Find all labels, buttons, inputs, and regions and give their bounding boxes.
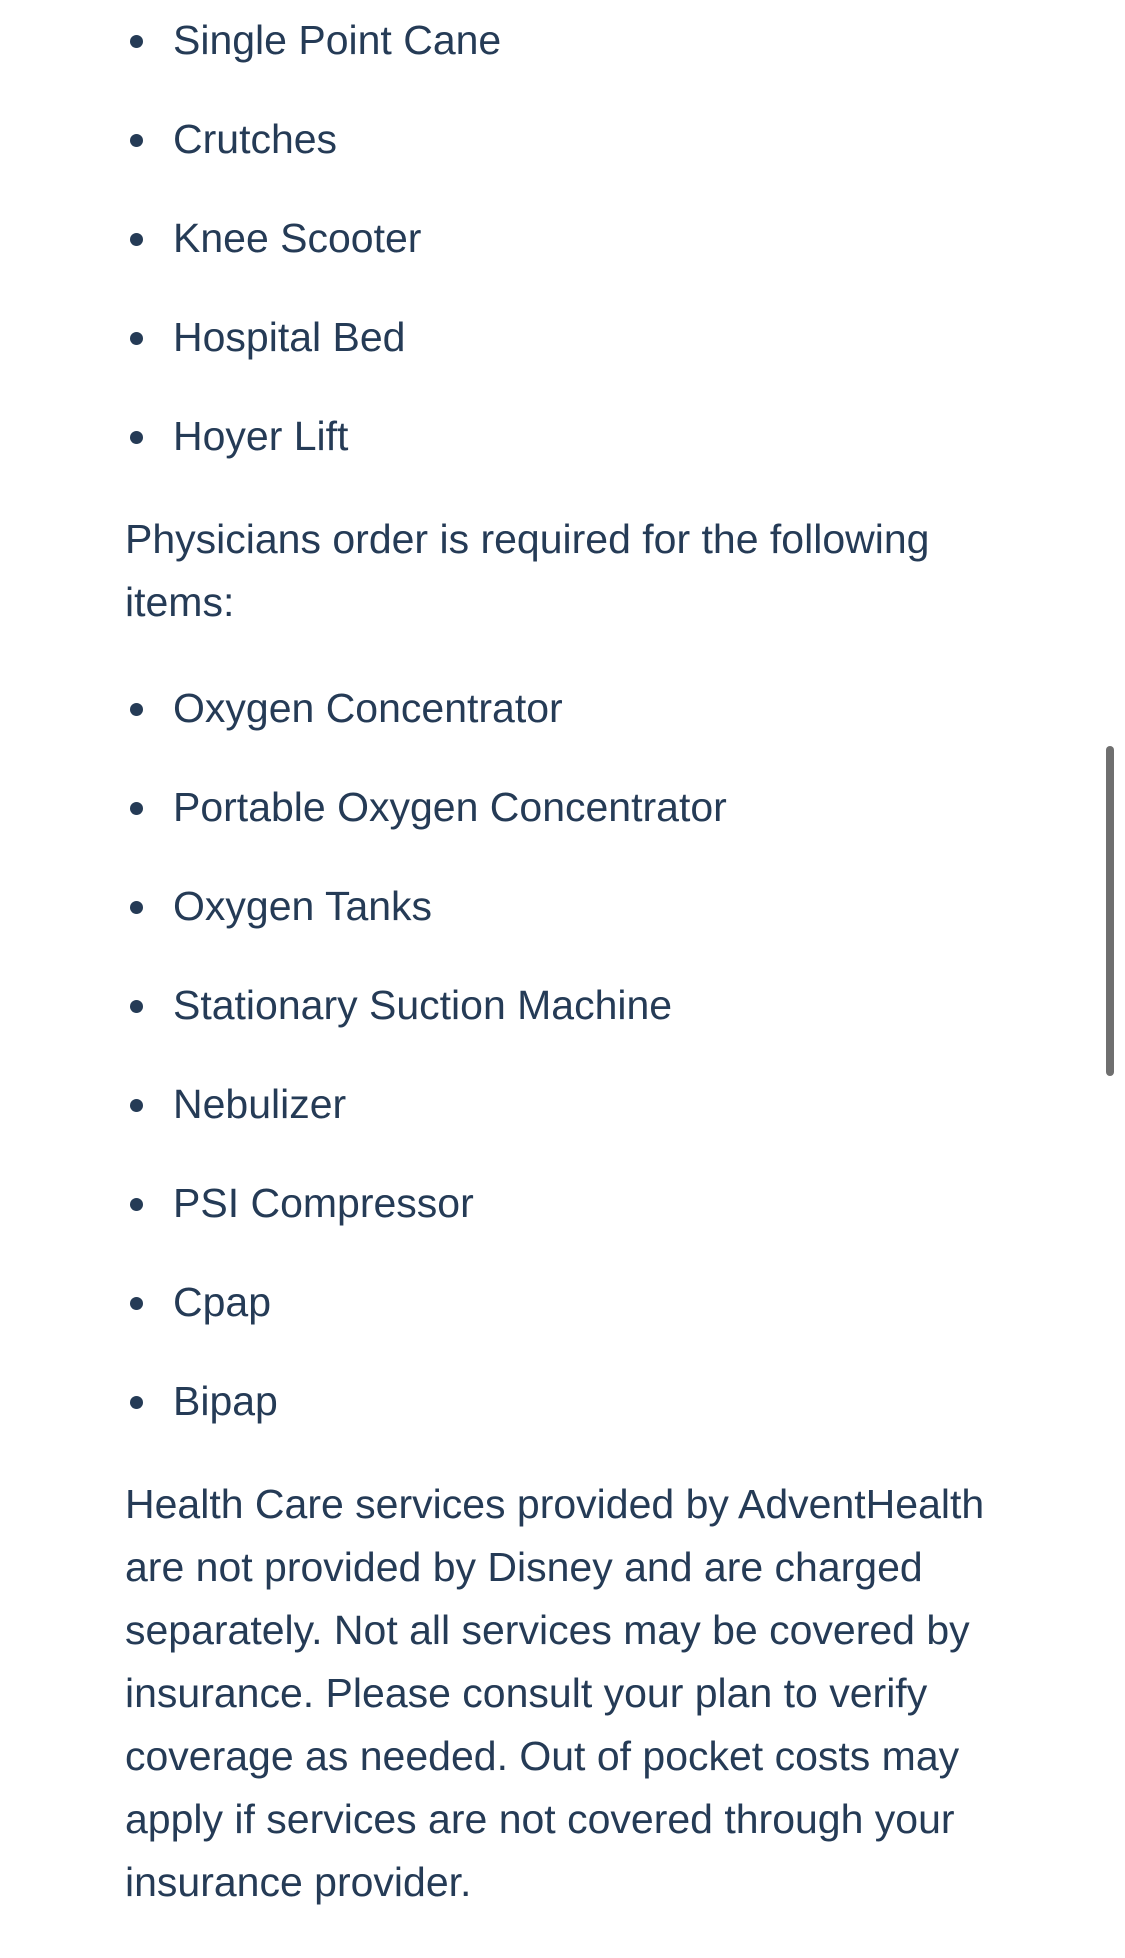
list-item — [125, 1378, 727, 1480]
list-item — [125, 413, 501, 515]
list-item — [125, 784, 727, 886]
insurance-disclaimer: Health Care services provided by AdventHealth are not provided by Disney and are charged separately. Not all services may be covered by insurance. Please consult your plan to verify coverage as needed. Out of pocket costs may apply if services are not covered through your insurance provider. — [125, 1481, 985, 1905]
list-item — [125, 215, 501, 317]
bullet-icon — [130, 1099, 143, 1112]
physicians-order-note: Physicians order is required for the following items: — [125, 516, 930, 625]
bullet-icon — [130, 802, 143, 815]
list-item-label: PSI Compressor — [173, 1180, 474, 1226]
list-item — [125, 17, 502, 119]
list-item-label: Single Point Cane — [173, 17, 502, 63]
list-item-label: Nebulizer — [173, 1081, 347, 1127]
bullet-icon — [130, 134, 143, 147]
list-item-label: Cpap — [173, 1279, 272, 1325]
list-item-label: Hospital Bed — [173, 314, 406, 360]
list-item — [125, 314, 501, 416]
list-item — [125, 1180, 727, 1282]
list-item-label: Stationary Suction Machine — [173, 982, 673, 1028]
list-item — [125, 685, 727, 787]
list-item — [125, 1279, 727, 1381]
list-item-label: Crutches — [173, 116, 338, 162]
bullet-icon — [130, 431, 143, 444]
bullet-icon — [130, 901, 143, 914]
bullet-icon — [130, 703, 143, 716]
bullet-icon — [130, 1000, 143, 1013]
list-item — [125, 982, 727, 1084]
list-item — [125, 883, 727, 985]
list-item — [125, 1081, 727, 1183]
bullet-icon — [130, 332, 143, 345]
bullet-icon — [130, 1396, 143, 1409]
bullet-icon — [130, 1198, 143, 1211]
list-item-label: Bipap — [173, 1378, 278, 1424]
list-item-label: Hoyer Lift — [173, 413, 349, 459]
vertical-scrollbar[interactable] — [1106, 746, 1114, 1076]
list-item-label: Oxygen Concentrator — [173, 685, 563, 731]
bullet-icon — [130, 35, 143, 48]
list-item — [125, 116, 501, 218]
equipment-list-no-order — [125, 17, 502, 515]
equipment-list-order-required — [125, 685, 727, 1480]
list-item-label: Portable Oxygen Concentrator — [173, 784, 727, 830]
list-item-label: Knee Scooter — [173, 215, 422, 261]
bullet-icon — [130, 1297, 143, 1310]
list-item-label: Oxygen Tanks — [173, 883, 433, 929]
bullet-icon — [130, 233, 143, 246]
